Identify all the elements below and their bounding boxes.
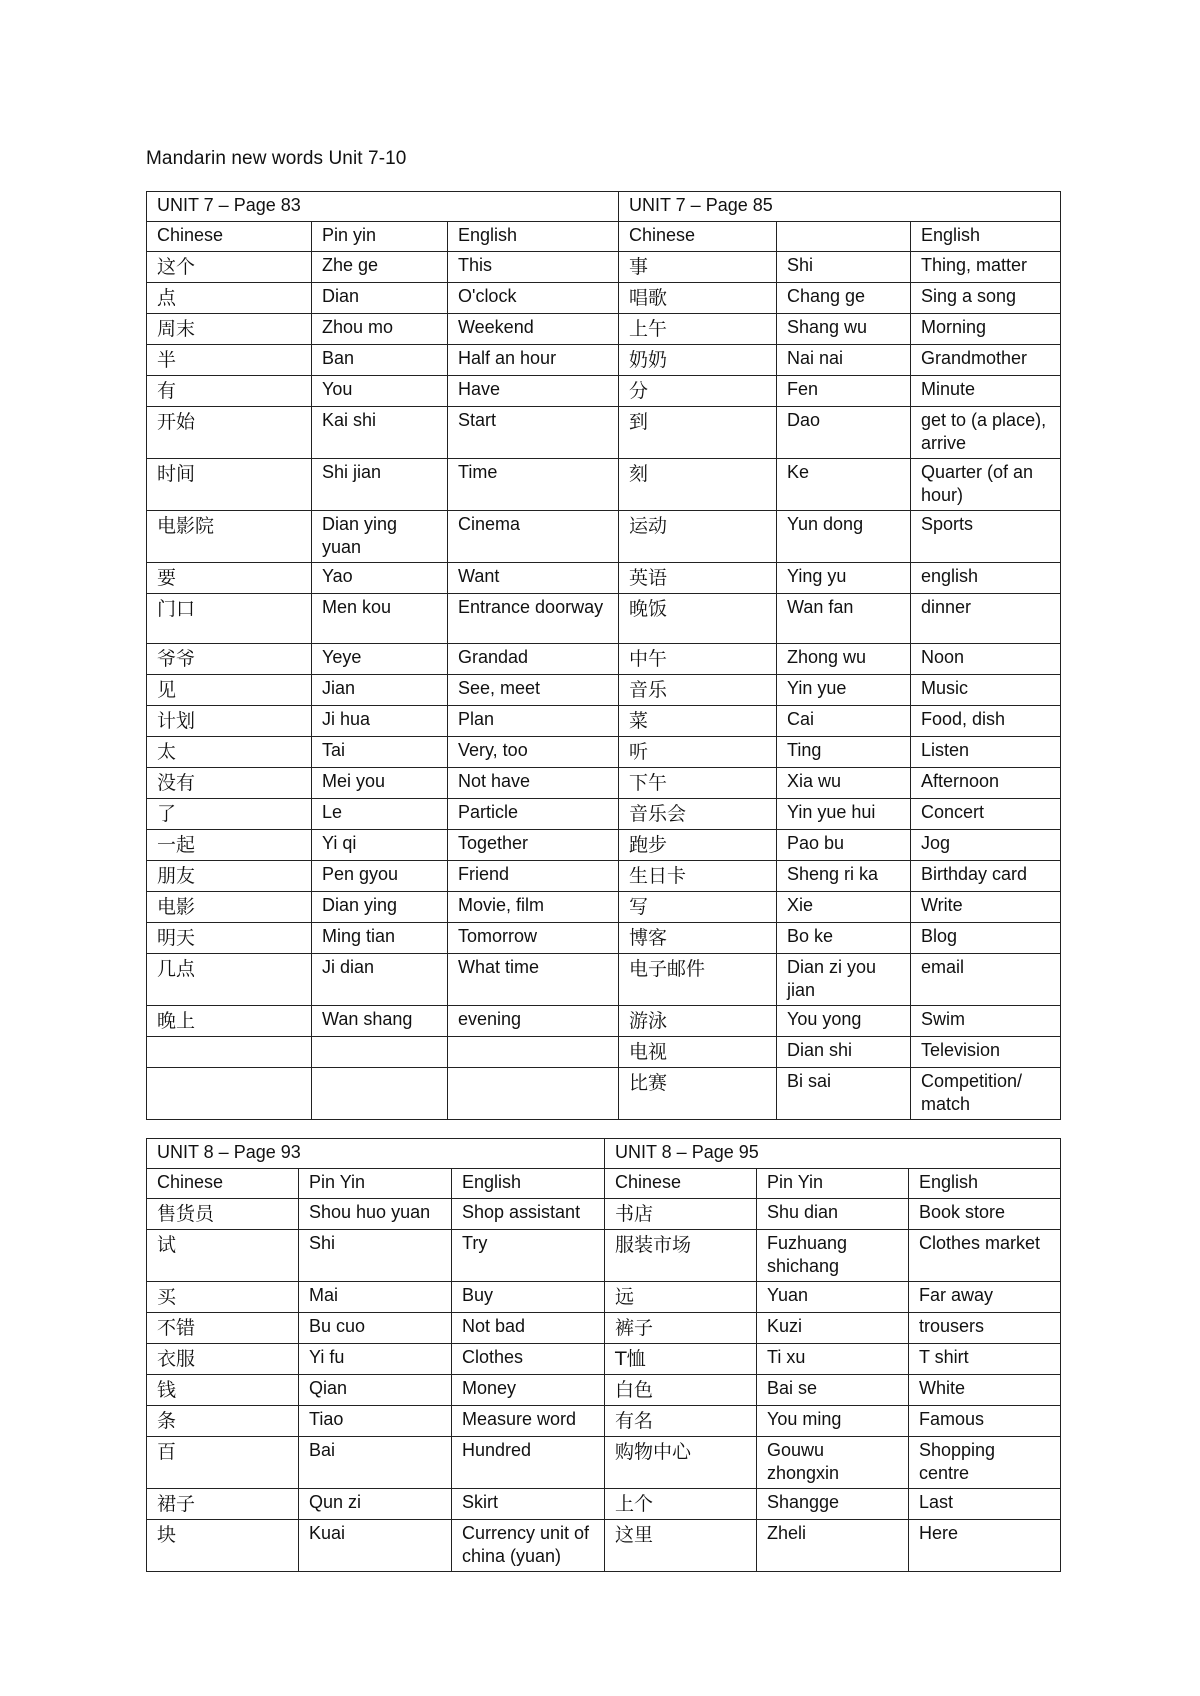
vocab-row (147, 1230, 1061, 1282)
pinyin-cell: Cai (777, 706, 911, 737)
vocab-row (147, 345, 1061, 376)
english-cell: Friend (448, 861, 619, 892)
english-cell: Competition/ match (911, 1068, 1061, 1120)
pinyin-cell: Bi sai (777, 1068, 911, 1120)
pinyin-cell: Kai shi (312, 407, 448, 459)
pinyin-cell: Shangge (757, 1489, 909, 1520)
english-cell: Currency unit of china (yuan) (452, 1520, 605, 1572)
chinese-cell: 跑步 (619, 830, 777, 861)
chinese-cell: 爷爷 (147, 644, 312, 675)
chinese-cell: 刻 (619, 459, 777, 511)
chinese-cell: 钱 (147, 1375, 299, 1406)
english-cell: Entrance doorway (448, 594, 619, 644)
pinyin-cell: Pen gyou (312, 861, 448, 892)
english-cell: Money (452, 1375, 605, 1406)
vocab-row (147, 923, 1061, 954)
pinyin-cell: Shi (777, 252, 911, 283)
pinyin-cell: Dian (312, 283, 448, 314)
english-cell: Together (448, 830, 619, 861)
unit-heading-right: UNIT 8 – Page 95 (605, 1139, 1061, 1169)
chinese-cell: 几点 (147, 954, 312, 1006)
pinyin-cell: Yao (312, 563, 448, 594)
chinese-cell: 块 (147, 1520, 299, 1572)
chinese-cell: 太 (147, 737, 312, 768)
chinese-cell: 英语 (619, 563, 777, 594)
pinyin-cell: Fuzhuang shichang (757, 1230, 909, 1282)
unit-heading-row (147, 1139, 1061, 1169)
chinese-cell: 点 (147, 283, 312, 314)
chinese-cell: 服装市场 (605, 1230, 757, 1282)
english-cell: Quarter (of an hour) (911, 459, 1061, 511)
chinese-cell: 朋友 (147, 861, 312, 892)
pinyin-cell: Zhe ge (312, 252, 448, 283)
english-cell: Particle (448, 799, 619, 830)
vocab-row (147, 644, 1061, 675)
pinyin-cell: Ban (312, 345, 448, 376)
english-cell: get to (a place), arrive (911, 407, 1061, 459)
english-cell: Tomorrow (448, 923, 619, 954)
chinese-cell: 试 (147, 1230, 299, 1282)
chinese-cell: 一起 (147, 830, 312, 861)
pinyin-cell: Le (312, 799, 448, 830)
chinese-cell: 晚上 (147, 1006, 312, 1037)
pinyin-cell: You ming (757, 1406, 909, 1437)
vocab-row (147, 892, 1061, 923)
pinyin-cell: Tiao (299, 1406, 452, 1437)
english-cell: evening (448, 1006, 619, 1037)
vocab-row (147, 252, 1061, 283)
english-cell: Famous (909, 1406, 1061, 1437)
vocab-row (147, 1489, 1061, 1520)
chinese-cell: 比赛 (619, 1068, 777, 1120)
english-cell: Swim (911, 1006, 1061, 1037)
pinyin-cell: Xia wu (777, 768, 911, 799)
unit-heading-row (147, 192, 1061, 222)
pinyin-cell: Bai (299, 1437, 452, 1489)
english-cell: Morning (911, 314, 1061, 345)
english-cell: Have (448, 376, 619, 407)
unit8-vocab-table (146, 1138, 1061, 1572)
pinyin-cell: Ti xu (757, 1344, 909, 1375)
english-cell: Clothes market (909, 1230, 1061, 1282)
unit7-vocab-table (146, 191, 1061, 1120)
english-cell: Start (448, 407, 619, 459)
chinese-cell: 到 (619, 407, 777, 459)
pinyin-cell: Jian (312, 675, 448, 706)
english-cell: Far away (909, 1282, 1061, 1313)
unit-heading-left: UNIT 8 – Page 93 (147, 1139, 605, 1169)
chinese-cell: 中午 (619, 644, 777, 675)
chinese-cell: 事 (619, 252, 777, 283)
column-header: Chinese (619, 222, 777, 252)
chinese-cell (147, 1037, 312, 1068)
chinese-cell: 分 (619, 376, 777, 407)
chinese-cell: 白色 (605, 1375, 757, 1406)
english-cell: trousers (909, 1313, 1061, 1344)
column-header: English (448, 222, 619, 252)
pinyin-cell: Yin yue hui (777, 799, 911, 830)
vocab-row (147, 1375, 1061, 1406)
document-title: Mandarin new words Unit 7-10 (146, 148, 407, 169)
english-cell: Not have (448, 768, 619, 799)
vocab-row (147, 954, 1061, 1006)
pinyin-cell: Yun dong (777, 511, 911, 563)
column-header: Chinese (605, 1169, 757, 1199)
vocab-row (147, 768, 1061, 799)
english-cell: What time (448, 954, 619, 1006)
chinese-cell: 买 (147, 1282, 299, 1313)
english-cell: Shopping centre (909, 1437, 1061, 1489)
chinese-cell: 售货员 (147, 1199, 299, 1230)
chinese-cell: 了 (147, 799, 312, 830)
pinyin-cell: Men kou (312, 594, 448, 644)
english-cell: Skirt (452, 1489, 605, 1520)
chinese-cell: 有 (147, 376, 312, 407)
chinese-cell: 这个 (147, 252, 312, 283)
vocab-row (147, 1199, 1061, 1230)
column-header: Chinese (147, 222, 312, 252)
vocab-row (147, 594, 1061, 644)
english-cell: Sing a song (911, 283, 1061, 314)
vocab-row (147, 861, 1061, 892)
pinyin-cell: Zheli (757, 1520, 909, 1572)
pinyin-cell (312, 1068, 448, 1120)
english-cell (448, 1068, 619, 1120)
column-header: Pin Yin (757, 1169, 909, 1199)
chinese-cell: 裤子 (605, 1313, 757, 1344)
english-cell: english (911, 563, 1061, 594)
chinese-cell: 下午 (619, 768, 777, 799)
column-header: Pin yin (312, 222, 448, 252)
chinese-cell: 电影院 (147, 511, 312, 563)
vocab-row (147, 563, 1061, 594)
chinese-cell: 电影 (147, 892, 312, 923)
english-cell: Plan (448, 706, 619, 737)
pinyin-cell: Ji dian (312, 954, 448, 1006)
chinese-cell: 半 (147, 345, 312, 376)
pinyin-cell: Yi qi (312, 830, 448, 861)
vocab-row (147, 799, 1061, 830)
english-cell: Shop assistant (452, 1199, 605, 1230)
english-cell: Grandmother (911, 345, 1061, 376)
pinyin-cell: Chang ge (777, 283, 911, 314)
english-cell: See, meet (448, 675, 619, 706)
chinese-cell: 上午 (619, 314, 777, 345)
english-cell: Time (448, 459, 619, 511)
english-cell: Television (911, 1037, 1061, 1068)
english-cell: Sports (911, 511, 1061, 563)
chinese-cell: 唱歌 (619, 283, 777, 314)
pinyin-cell: Wan fan (777, 594, 911, 644)
chinese-cell: 奶奶 (619, 345, 777, 376)
english-cell: Minute (911, 376, 1061, 407)
pinyin-cell: You yong (777, 1006, 911, 1037)
pinyin-cell: Fen (777, 376, 911, 407)
pinyin-cell: Dian ying (312, 892, 448, 923)
vocab-row (147, 376, 1061, 407)
english-cell: Book store (909, 1199, 1061, 1230)
pinyin-cell: Ke (777, 459, 911, 511)
pinyin-cell: Zhou mo (312, 314, 448, 345)
chinese-cell: 不错 (147, 1313, 299, 1344)
column-header: Pin Yin (299, 1169, 452, 1199)
pinyin-cell: Tai (312, 737, 448, 768)
chinese-cell: 音乐 (619, 675, 777, 706)
column-header: English (909, 1169, 1061, 1199)
pinyin-cell: Yeye (312, 644, 448, 675)
pinyin-cell: Dian ying yuan (312, 511, 448, 563)
english-cell: Music (911, 675, 1061, 706)
english-cell: Buy (452, 1282, 605, 1313)
chinese-cell: 裙子 (147, 1489, 299, 1520)
english-cell: White (909, 1375, 1061, 1406)
vocab-row (147, 1006, 1061, 1037)
pinyin-cell: Pao bu (777, 830, 911, 861)
english-cell: Hundred (452, 1437, 605, 1489)
english-cell: dinner (911, 594, 1061, 644)
pinyin-cell: Gouwu zhongxin (757, 1437, 909, 1489)
chinese-cell: 有名 (605, 1406, 757, 1437)
column-header-row (147, 222, 1061, 252)
column-header: English (911, 222, 1061, 252)
english-cell: Noon (911, 644, 1061, 675)
pinyin-cell: Mei you (312, 768, 448, 799)
pinyin-cell: Shi jian (312, 459, 448, 511)
chinese-cell: 计划 (147, 706, 312, 737)
pinyin-cell: Nai nai (777, 345, 911, 376)
english-cell: Measure word (452, 1406, 605, 1437)
pinyin-cell: Yuan (757, 1282, 909, 1313)
english-cell: Want (448, 563, 619, 594)
english-cell: Half an hour (448, 345, 619, 376)
pinyin-cell: Wan shang (312, 1006, 448, 1037)
pinyin-cell: Shou huo yuan (299, 1199, 452, 1230)
english-cell: Afternoon (911, 768, 1061, 799)
english-cell (448, 1037, 619, 1068)
chinese-cell (147, 1068, 312, 1120)
pinyin-cell: Dao (777, 407, 911, 459)
chinese-cell: 电视 (619, 1037, 777, 1068)
english-cell: Try (452, 1230, 605, 1282)
chinese-cell: 门口 (147, 594, 312, 644)
chinese-cell: 明天 (147, 923, 312, 954)
pinyin-cell: Ying yu (777, 563, 911, 594)
pinyin-cell: Qian (299, 1375, 452, 1406)
vocab-row (147, 1344, 1061, 1375)
column-header: English (452, 1169, 605, 1199)
chinese-cell: 菜 (619, 706, 777, 737)
pinyin-cell: Dian shi (777, 1037, 911, 1068)
vocab-row (147, 737, 1061, 768)
chinese-cell: 没有 (147, 768, 312, 799)
chinese-cell: 书店 (605, 1199, 757, 1230)
column-header: Chinese (147, 1169, 299, 1199)
chinese-cell: 晚饭 (619, 594, 777, 644)
english-cell: Thing, matter (911, 252, 1061, 283)
vocab-row (147, 1406, 1061, 1437)
chinese-cell: T恤 (605, 1344, 757, 1375)
chinese-cell: 这里 (605, 1520, 757, 1572)
pinyin-cell: Ji hua (312, 706, 448, 737)
column-header (777, 222, 911, 252)
vocab-row (147, 830, 1061, 861)
english-cell: T shirt (909, 1344, 1061, 1375)
english-cell: Concert (911, 799, 1061, 830)
pinyin-cell: Kuzi (757, 1313, 909, 1344)
pinyin-cell: Kuai (299, 1520, 452, 1572)
chinese-cell: 购物中心 (605, 1437, 757, 1489)
chinese-cell: 远 (605, 1282, 757, 1313)
vocab-row (147, 459, 1061, 511)
vocab-row (147, 1520, 1061, 1572)
english-cell: Jog (911, 830, 1061, 861)
vocab-row (147, 314, 1061, 345)
pinyin-cell: Yi fu (299, 1344, 452, 1375)
chinese-cell: 写 (619, 892, 777, 923)
english-cell: Cinema (448, 511, 619, 563)
chinese-cell: 开始 (147, 407, 312, 459)
vocab-row (147, 1282, 1061, 1313)
pinyin-cell: Ming tian (312, 923, 448, 954)
pinyin-cell: Shi (299, 1230, 452, 1282)
english-cell: Clothes (452, 1344, 605, 1375)
chinese-cell: 见 (147, 675, 312, 706)
chinese-cell: 博客 (619, 923, 777, 954)
chinese-cell: 生日卡 (619, 861, 777, 892)
vocab-row (147, 1068, 1061, 1120)
english-cell: This (448, 252, 619, 283)
pinyin-cell: Bai se (757, 1375, 909, 1406)
column-header-row (147, 1169, 1061, 1199)
english-cell: Not bad (452, 1313, 605, 1344)
pinyin-cell: Shu dian (757, 1199, 909, 1230)
pinyin-cell: Dian zi you jian (777, 954, 911, 1006)
pinyin-cell: Qun zi (299, 1489, 452, 1520)
chinese-cell: 衣服 (147, 1344, 299, 1375)
english-cell: Movie, film (448, 892, 619, 923)
chinese-cell: 条 (147, 1406, 299, 1437)
pinyin-cell: Bo ke (777, 923, 911, 954)
english-cell: Food, dish (911, 706, 1061, 737)
english-cell: Listen (911, 737, 1061, 768)
english-cell: Very, too (448, 737, 619, 768)
vocab-row (147, 407, 1061, 459)
chinese-cell: 时间 (147, 459, 312, 511)
chinese-cell: 听 (619, 737, 777, 768)
pinyin-cell: Ting (777, 737, 911, 768)
unit-heading-right: UNIT 7 – Page 85 (619, 192, 1061, 222)
unit-heading-left: UNIT 7 – Page 83 (147, 192, 619, 222)
pinyin-cell: Shang wu (777, 314, 911, 345)
vocab-row (147, 511, 1061, 563)
chinese-cell: 音乐会 (619, 799, 777, 830)
english-cell: Last (909, 1489, 1061, 1520)
pinyin-cell: You (312, 376, 448, 407)
vocab-row (147, 1437, 1061, 1489)
chinese-cell: 游泳 (619, 1006, 777, 1037)
pinyin-cell: Yin yue (777, 675, 911, 706)
vocab-row (147, 675, 1061, 706)
pinyin-cell: Zhong wu (777, 644, 911, 675)
chinese-cell: 周末 (147, 314, 312, 345)
pinyin-cell: Bu cuo (299, 1313, 452, 1344)
chinese-cell: 要 (147, 563, 312, 594)
pinyin-cell: Xie (777, 892, 911, 923)
english-cell: Grandad (448, 644, 619, 675)
english-cell: email (911, 954, 1061, 1006)
english-cell: Write (911, 892, 1061, 923)
vocab-row (147, 1313, 1061, 1344)
vocab-row (147, 706, 1061, 737)
chinese-cell: 上个 (605, 1489, 757, 1520)
english-cell: O'clock (448, 283, 619, 314)
chinese-cell: 百 (147, 1437, 299, 1489)
english-cell: Blog (911, 923, 1061, 954)
pinyin-cell (312, 1037, 448, 1068)
vocab-row (147, 1037, 1061, 1068)
chinese-cell: 运动 (619, 511, 777, 563)
vocab-row (147, 283, 1061, 314)
english-cell: Birthday card (911, 861, 1061, 892)
chinese-cell: 电子邮件 (619, 954, 777, 1006)
pinyin-cell: Sheng ri ka (777, 861, 911, 892)
english-cell: Here (909, 1520, 1061, 1572)
english-cell: Weekend (448, 314, 619, 345)
pinyin-cell: Mai (299, 1282, 452, 1313)
